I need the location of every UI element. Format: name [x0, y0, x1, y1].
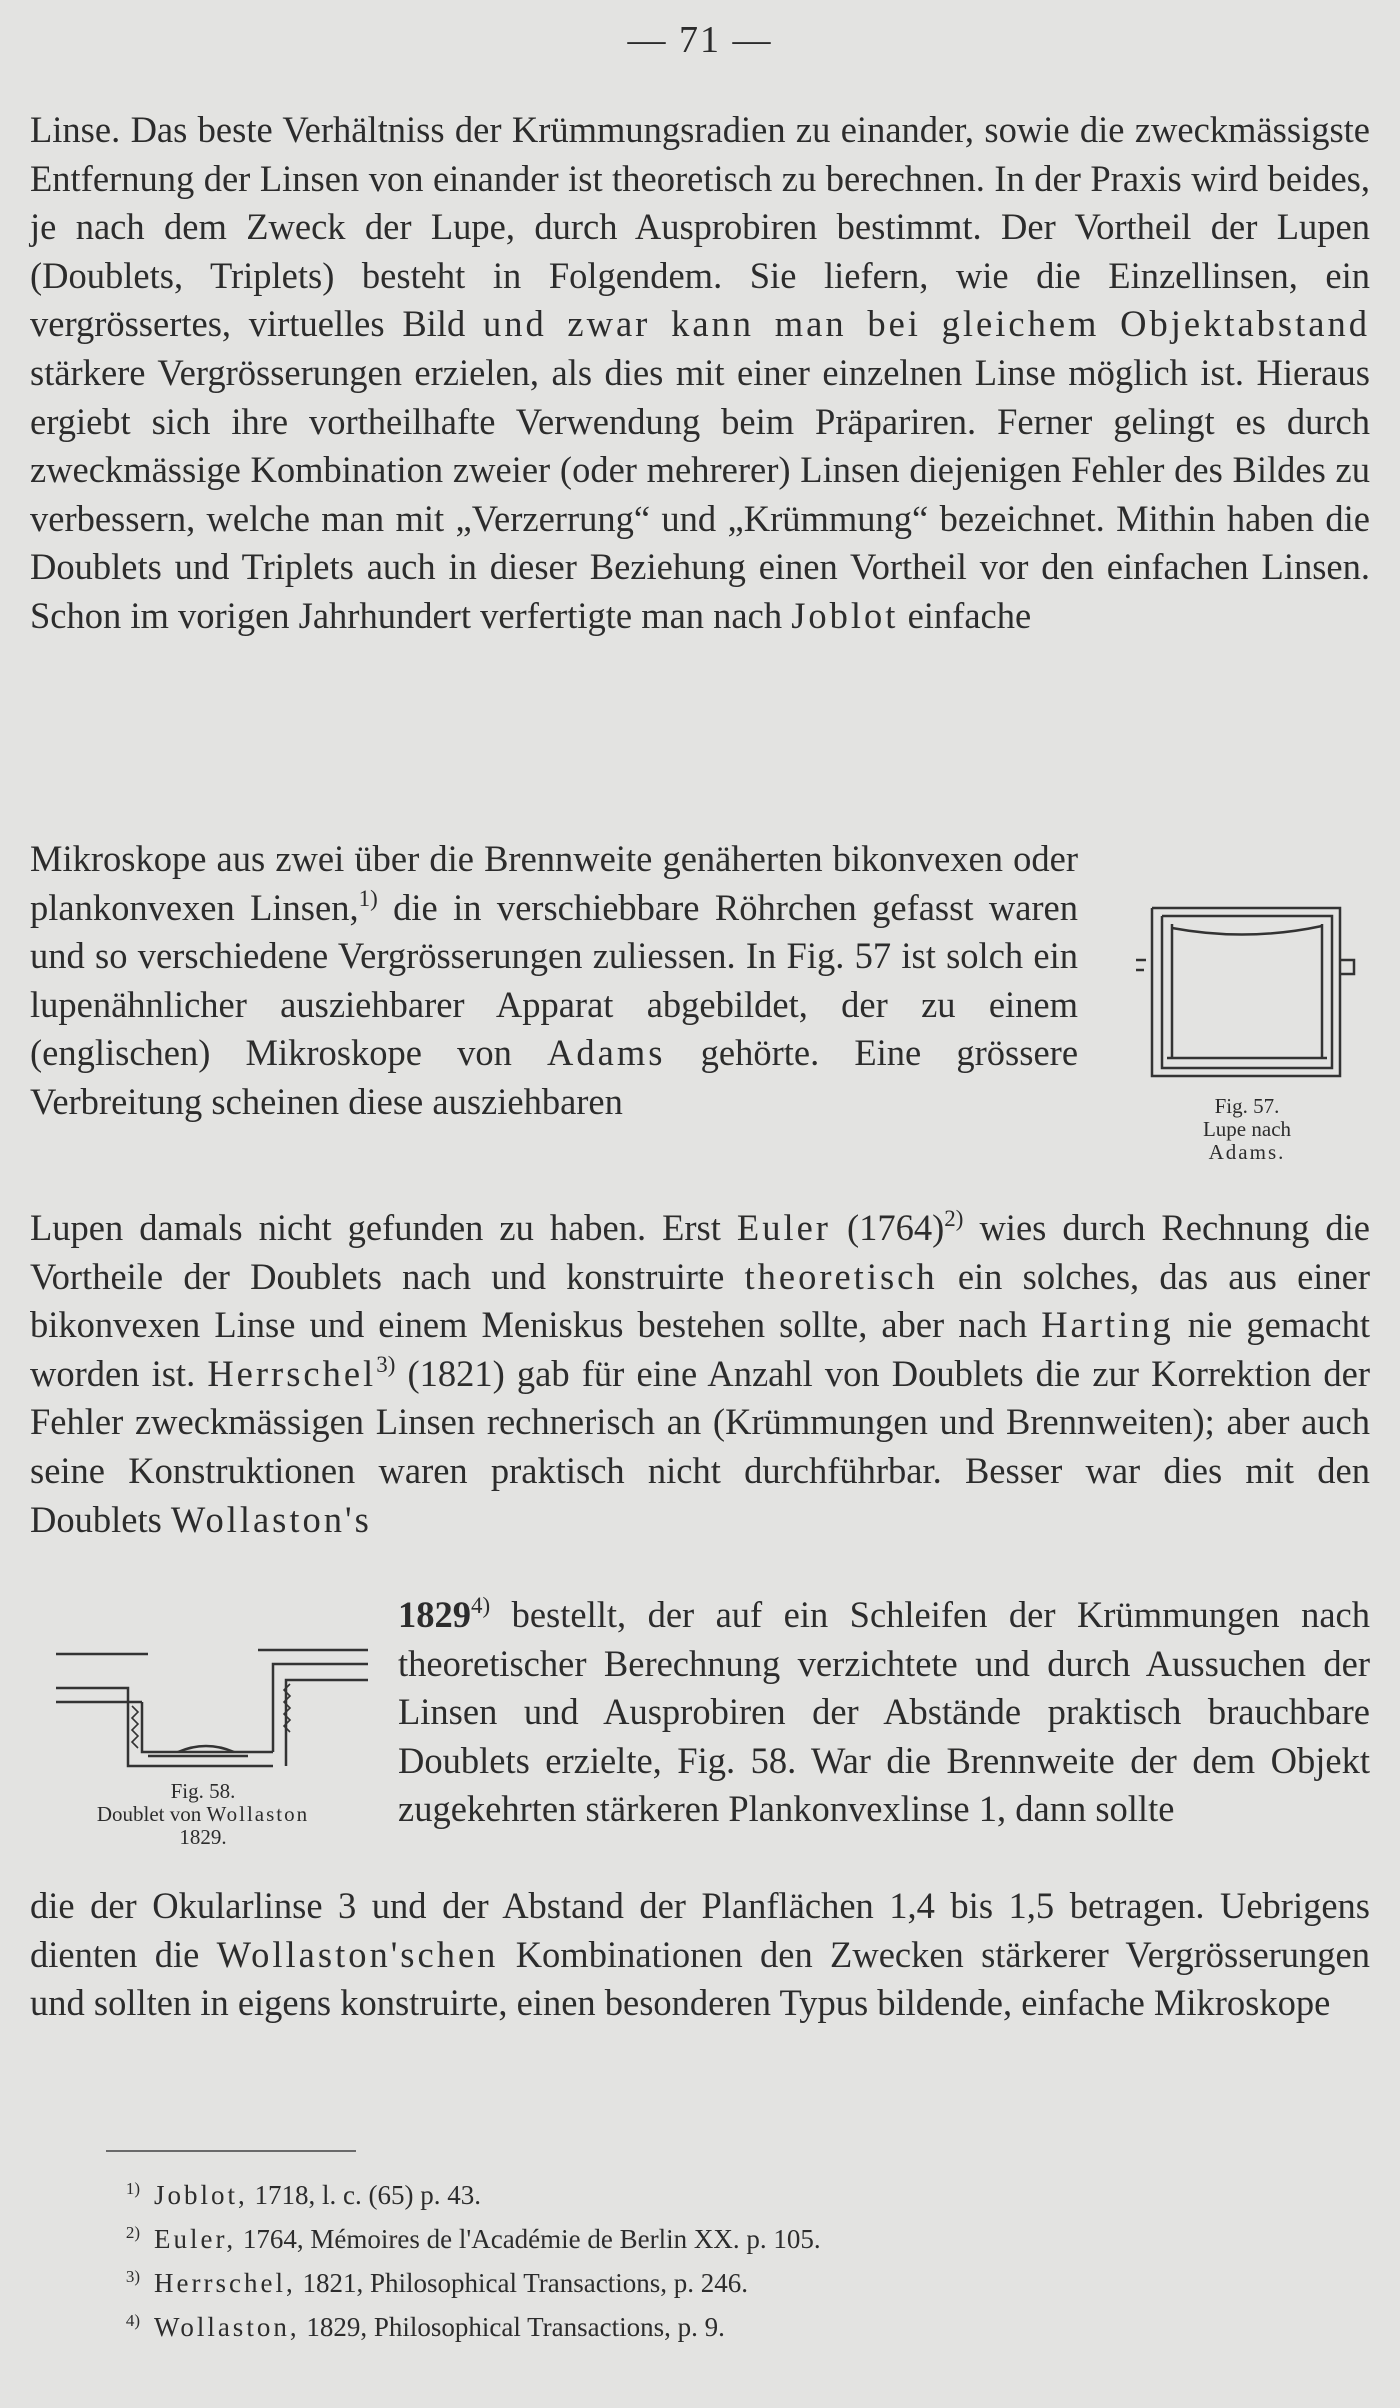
footnote-ref: 2) — [944, 1206, 964, 1231]
author-name-adams: Adams — [547, 1032, 666, 1074]
footnote — [106, 2261, 1306, 2305]
caption-text: Doublet von — [96, 1802, 202, 1826]
author-name-herrschel: Herrschel — [207, 1352, 377, 1394]
footnote — [106, 2173, 1306, 2217]
footnotes — [106, 2173, 1306, 2349]
caption-name-wollaston: Wollaston — [206, 1802, 310, 1826]
author-name-wollaston: Wollaston'schen — [216, 1933, 499, 1975]
figure-58-caption — [28, 1780, 378, 1849]
lupe-illustration — [1122, 890, 1372, 1090]
figure-57 — [1122, 890, 1372, 1164]
page-number: — 71 — — [627, 19, 773, 61]
caption-line: Fig. 58. — [170, 1779, 236, 1803]
text-run: nie gemacht worden ist. — [30, 1304, 1371, 1394]
author-name-harting: Harting — [1041, 1304, 1174, 1346]
footnote-text: 1764, Mémoires de l'Académie de Berlin XX. p. 105. — [242, 2224, 821, 2254]
paragraph-wrap-fig57 — [30, 835, 1078, 1127]
text-run: Mikroskope aus zwei über die Brennweite genäherten bikonvexen oder plankonvexen Linsen, — [30, 838, 1078, 928]
footnote-author: Herrschel, — [154, 2268, 296, 2298]
paragraph-2 — [30, 1204, 1370, 1544]
author-name-joblot: Joblot — [791, 594, 899, 636]
footnote-mark: 1) — [125, 2179, 140, 2198]
author-name-euler: Euler — [736, 1207, 831, 1248]
text-run: Lupen damals nicht gefunden zu haben. Erst — [30, 1207, 721, 1248]
footnote — [106, 2305, 1306, 2349]
text-run: die der Okularlinse 3 und der Abstand der Planflächen 1,4 bis 1,5 betragen. Uebrigens dienten die — [30, 1885, 1370, 1975]
footnote-mark: 3) — [125, 2267, 140, 2286]
footnote-author: Wollaston, — [154, 2312, 300, 2342]
text-run: die in verschiebbare Röhrchen gefasst waren und so verschiedene Vergrösserungen zuliessen. In Fig. 57 ist solch ein lupenähnlicher ausziehbarer Apparat abgebildet, der zu einem (englischen) Mikroskope von — [30, 886, 1079, 1074]
footnote-mark: 2) — [125, 2223, 140, 2242]
footnote-ref: 3) — [376, 1351, 396, 1377]
footnote-text: 1718, l. c. (65) p. 43. — [254, 2180, 481, 2210]
text-run: (1821) gab für eine Anzahl von Doublets die zur Korrektion der Fehler zweckmässigen Linsen rechnerisch an (Krümmungen und Brennweiten); aber auch seine Konstruktionen waren praktisch nicht durchführbar. Besser war dies mit den Doublets — [30, 1352, 1370, 1540]
caption-line: 1829. — [179, 1825, 227, 1849]
footnote-author: Joblot, — [154, 2180, 248, 2210]
figure-58 — [28, 1640, 378, 1849]
year-bold: 1829 — [398, 1594, 471, 1635]
text-run: (1764) — [846, 1207, 945, 1248]
author-name-wollaston: Wollaston's — [170, 1498, 372, 1540]
footnote-ref: 4) — [471, 1593, 491, 1618]
text-run: stärkere Vergrösserungen erzielen, als dies mit einer einzelnen Linse möglich ist. Hieraus ergiebt sich ihre vortheilhafte Verwendung beim Präpariren. Ferner gelingt es durch zweckmässige Kombination zweier (oder mehrerer) Linsen diejenigen Fehler des Bildes zu verbessern, welche man mit „Verzerrung“ und „Krümmung“ bezeichnet. Mithin haben die Doublets und Triplets auch in dieser Beziehung einen Vortheil vor den einfachen Linsen. Schon im vorigen Jahrhundert verfertigte man nach — [30, 351, 1370, 636]
paragraph-wrap-fig58 — [398, 1591, 1370, 1834]
footnote-author: Euler, — [154, 2224, 237, 2254]
footnote-mark: 4) — [125, 2311, 140, 2330]
spaced-text: und zwar kann man bei gleichem Objektabstand — [482, 303, 1370, 345]
paragraph-1 — [30, 106, 1370, 641]
text-run: bestellt, der auf ein Schleifen der Krümmungen nach theoretischer Berechnung verzichtete und durch Aussuchen der Linsen und Ausprobiren der Abstände praktisch brauchbare Doublets erzielte, Fig. 58. War die Brennweite der dem Objekt zugekehrten stärkeren Plankonvexlinse 1, dann sollte — [398, 1594, 1371, 1830]
spaced-text: theoretisch — [744, 1255, 938, 1297]
text-run: gehörte. Eine grössere Verbreitung scheinen diese ausziehbaren — [30, 1032, 1079, 1122]
footnote — [106, 2217, 1306, 2261]
footnote-text: 1821, Philosophical Transactions, p. 246. — [302, 2268, 748, 2298]
text-run: Kombinationen den Zwecken stärkerer Vergrösserungen und sollten in eigens konstruirte, einen besonderen Typus bildende, einfache Mikroskope — [30, 1933, 1371, 2024]
text-run: wies durch Rechnung die Vortheile der Doublets nach und konstruirte — [30, 1207, 1371, 1297]
footnote-divider — [106, 2150, 356, 2152]
caption-line: Fig. 57. — [1214, 1094, 1280, 1118]
caption-line — [28, 1803, 378, 1826]
doublet-illustration — [28, 1640, 378, 1775]
text-run: Linse. Das beste Verhältniss der Krümmungsradien zu einander, sowie die zweckmässigste Entfernung der Linsen von einander ist theoretisch zu berechnen. In der Praxis wird beides, je nach dem Zweck der Lupe, durch Ausprobiren bestimmt. Der Vortheil der Lupen (Doublets, Triplets) besteht in Folgendem. Sie liefern, wie die Einzellinsen, ein vergrössertes, virtuelles Bild — [30, 109, 1370, 345]
footnote-ref: 1) — [358, 885, 378, 911]
paragraph-3 — [30, 1882, 1370, 2028]
text-run: ein solches, das aus einer bikonvexen Linse und einem Meniskus bestehen sollte, aber nach — [30, 1255, 1371, 1346]
footnote-text: 1829, Philosophical Transactions, p. 9. — [306, 2312, 725, 2342]
text-run: einfache — [907, 594, 1032, 636]
figure-57-caption — [1122, 1095, 1372, 1164]
caption-line: Adams. — [1208, 1140, 1286, 1164]
caption-line: Lupe nach — [1202, 1117, 1292, 1141]
